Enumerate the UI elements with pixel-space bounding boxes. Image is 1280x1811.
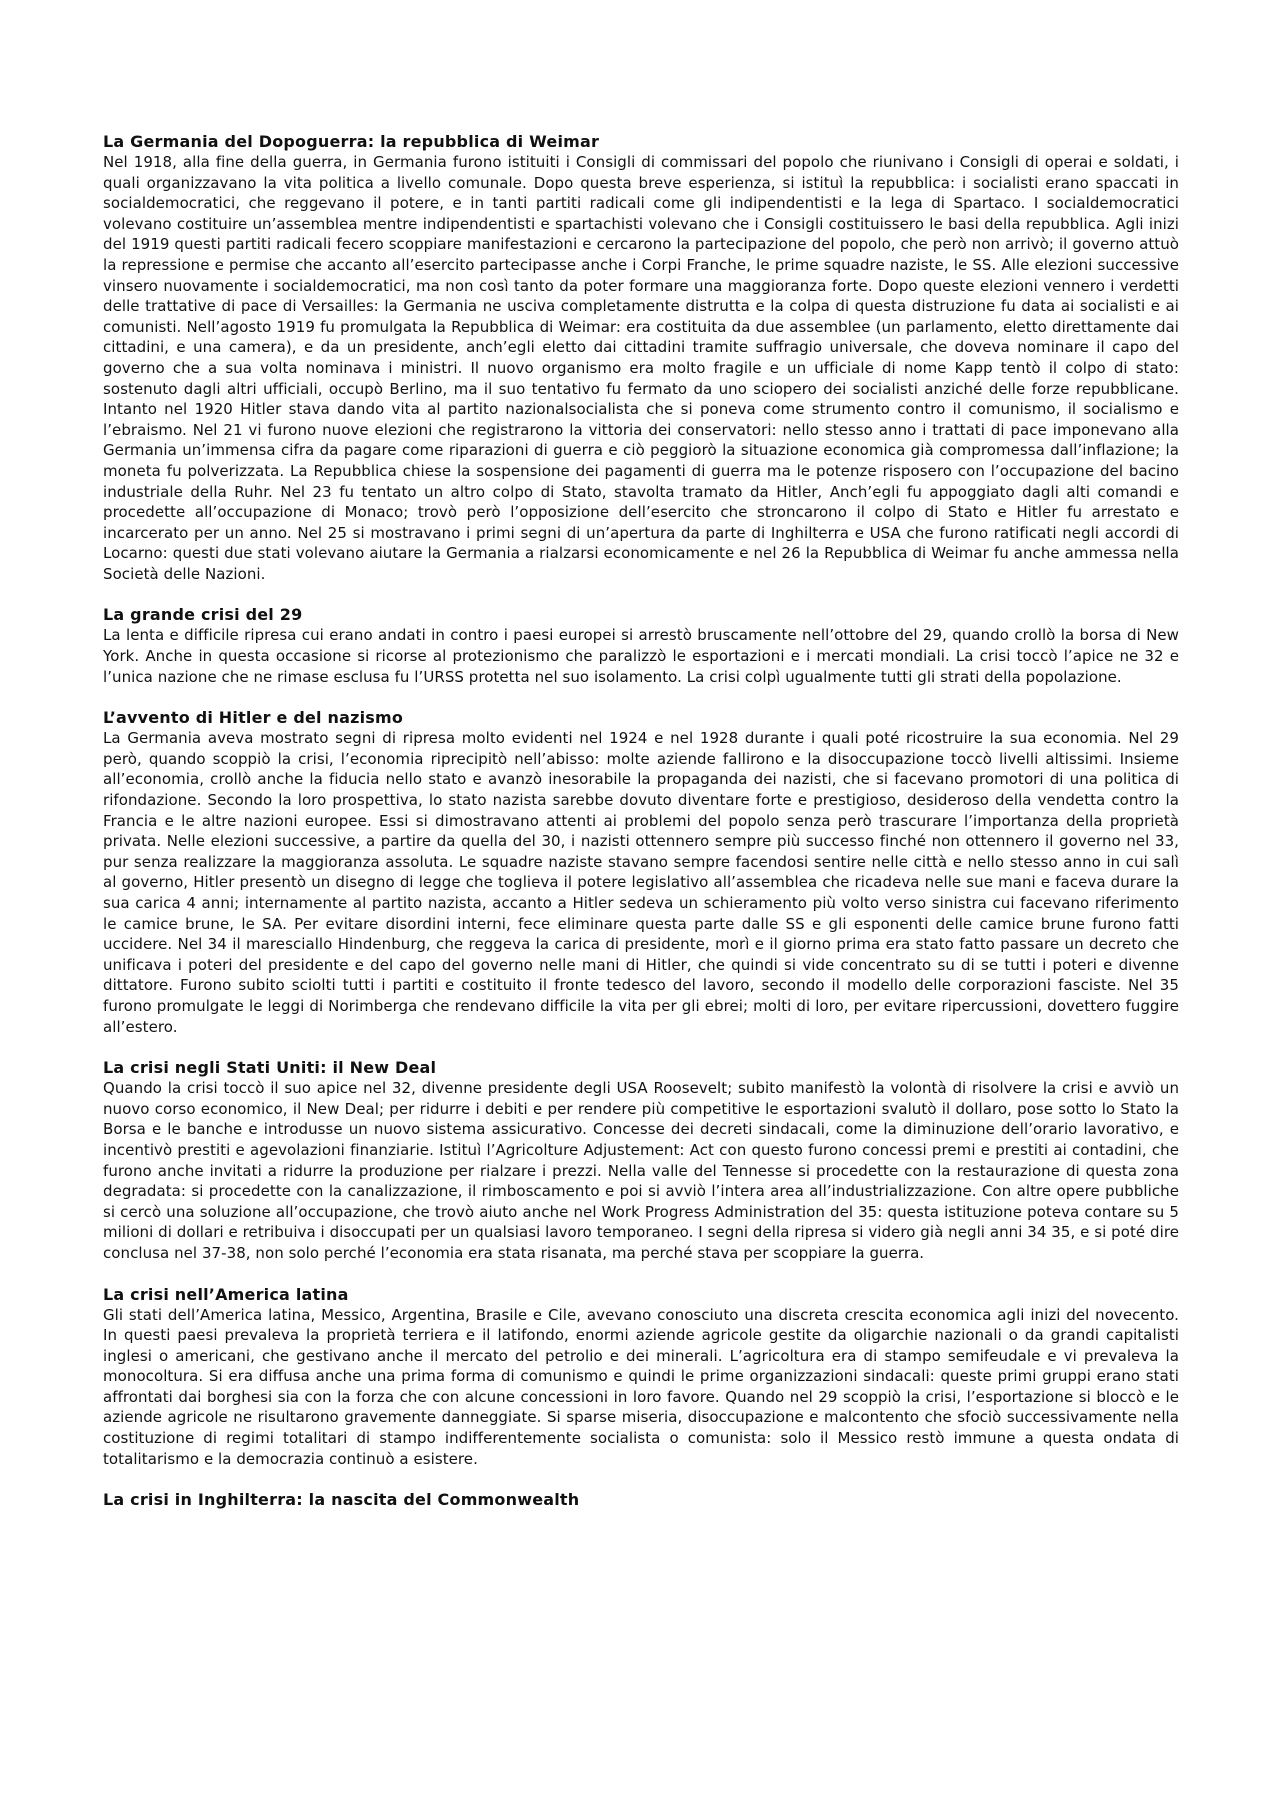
- section-paragraph: Quando la crisi toccò il suo apice nel 32, divenne presidente degli USA Roosevelt; subito manifestò la volontà di risolvere la crisi e avviò un nuovo corso economico, il New Deal; per ridurre i debiti e per rendere più competitive le esportazioni svalutò il dollaro, pose sotto lo Stato la Borsa e le banche e introdusse un nuovo sistema assicurativo. Concesse dei decreti sindacali, come la diminuzione dell’orario lavorativo, e incentivò prestiti e agevolazioni finanziarie. Istituì l’Agricolture Adjustement: Act con questo furono concessi premi e prestiti ai contadini, che furono anche invitati a ridurre la produzione per rialzare i prezzi. Nella valle del Tennesse si procedette con la restaurazione di questa zona degradata: si procedette con la canalizzazione, il rimboscamento e poi si avviò l’intera area all’industrializzazione. Con altre opere pubbliche si cercò una soluzione all’occupazione, che trovò aiuto anche nel Work Progress Administration del 35: questa istituzione poteva contare su 5 milioni di dollari e retribuiva i disoccupati per un qualsiasi lavoro temporaneo. I segni della ripresa si videro già negli anni 34 35, e si poté dire conclusa nel 37-38, non solo perché l’economia era stata risanata, ma perché stava per scoppiare la guerra.: [103, 1079, 1179, 1262]
- section-heading: L’avvento di Hitler e del nazismo: [103, 708, 404, 728]
- section-hitler-nazismo: [103, 708, 1179, 1037]
- section-heading: La crisi in Inghilterra: la nascita del Commonwealth: [103, 1490, 580, 1510]
- section-paragraph: La Germania aveva mostrato segni di ripresa molto evidenti nel 1924 e nel 1928 durante i quali poté ricostruire la sua economia. Nel 29 però, quando scoppiò la crisi, l’economia riprecipitò nell’abisso: molte aziende fallirono e la disoccupazione toccò livelli altissimi. Insieme all’economia, crollò anche la fiducia nello stato e avanzò inesorabile la propaganda dei nazisti, che si facevano promotori di una politica di rifondazione. Secondo la loro prospettiva, lo stato nazista sarebbe dovuto diventare forte e prestigioso, desideroso della vendetta contro la Francia e le altre nazioni europee. Essi si dimostravano attenti ai problemi del popolo senza però trascurare l’importanza della proprietà privata. Nelle elezioni successive, a partire da quella del 30, i nazisti ottennero sempre più successo finché non ottennero il governo nel 33, pur senza realizzare la maggioranza assoluta. Le squadre naziste stavano sempre facendosi sentire nelle città e nello stesso anno in cui salì al governo, Hitler presentò un disegno di legge che toglieva il potere legislativo all’assemblea che ricadeva nelle sue mani e faceva durare la sua carica 4 anni; internamente al partito nazista, accanto a Hitler sedeva un schieramento più volto verso sinistra cui facevano riferimento le camice brune, le SA. Per evitare disordini interni, fece eliminare questa parte dalle SS e gli esponenti delle camice brune furono fatti uccidere. Nel 34 il maresciallo Hindenburg, che reggeva la carica di presidente, morì e il giorno prima era stato fatto passare un decreto che unificava i poteri del presidente e del capo del governo nelle mani di Hitler, che quindi si vide concentrato su di se tutti i poteri e divenne dittatore. Furono subito sciolti tutti i partiti e costituito il fronte tedesco del lavoro, secondo il modello delle corporazioni fasciste. Nel 35 furono promulgate le leggi di Norimberga che rendevano difficile la vita per gli ebrei; molti di loro, per evitare ripercussioni, dovettero fuggire all’estero.: [103, 729, 1179, 1036]
- section-paragraph: La lenta e difficile ripresa cui erano andati in contro i paesi europei si arrestò bruscamente nell’ottobre del 29, quando crollò la borsa di New York. Anche in questa occasione si ricorse al protezionismo che paralizzò le esportazioni e i mercati mondiali. La crisi toccò l’apice ne 32 e l’unica nazione che ne rimase esclusa fu l’URSS protetta nel suo isolamento. La crisi colpì ugualmente tutti gli strati della popolazione.: [103, 626, 1179, 686]
- section-paragraph: Nel 1918, alla fine della guerra, in Germania furono istituiti i Consigli di commissari del popolo che riunivano i Consigli di operai e soldati, i quali organizzavano la vita politica a livello comunale. Dopo questa breve esperienza, si istituì la repubblica: i socialisti erano spaccati in socialdemocratici, che reggevano il potere, e in tanti partiti radicali come gli indipendentisti e la lega di Spartaco. I socialdemocratici volevano costituire un’assemblea mentre indipendentisti e spartachisti volevano che i Consigli costituissero le basi della repubblica. Agli inizi del 1919 questi partiti radicali fecero scoppiare manifestazioni e cercarono la partecipazione del popolo, che però non arrivò; il governo attuò la repressione e permise che accanto all’esercito partecipasse anche i Corpi Franche, le prime squadre naziste, le SS. Alle elezioni successive vinsero nuovamente i socialdemocratici, ma non così tanto da poter formare una maggioranza forte. Dopo queste elezioni vennero i verdetti delle trattative di pace di Versailles: la Germania ne usciva completamente distrutta e la colpa di questa distruzione fu data ai socialisti e ai comunisti. Nell’agosto 1919 fu promulgata la Repubblica di Weimar: era costituita da due assemblee (un parlamento, eletto direttamente dai cittadini, e una camera), e da un presidente, anch’egli eletto dai cittadini tramite suffragio universale, che doveva nominare il capo del governo che a sua volta nominava i ministri. Il nuovo organismo era molto fragile e un ufficiale di nome Kapp tentò il colpo di stato: sostenuto dagli altri ufficiali, occupò Berlino, ma il suo tentativo fu fermato da uno sciopero dei socialisti anziché delle forze repubblicane. Intanto nel 1920 Hitler stava dando vita al partito nazionalsocialista che si poneva come strumento contro il comunismo, il socialismo e l’ebraismo. Nel 21 vi furono nuove elezioni che registrarono la vittoria dei conservatori: nello stesso anno i trattati di pace imponevano alla Germania un’immensa cifra da pagare come riparazioni di guerra e ciò peggiorò la situazione economica già compromessa dall’inflazione; la moneta fu polverizzata. La Repubblica chiese la sospensione dei pagamenti di guerra ma le potenze risposero con l’occupazione del bacino industriale della Ruhr. Nel 23 fu tentato un altro colpo di Stato, stavolta tramato da Hitler, Anch’egli fu appoggiato dagli alti comandi e procedette all’occupazione di Monaco; trovò però l’opposizione dell’esercito che stroncarono il colpo di Stato e Hitler fu arrestato e incarcerato per un anno. Nel 25 si mostravano i primi segni di un’apertura da parte di Inghilterra e USA che furono ratificati negli accordi di Locarno: questi due stati volevano aiutare la Germania a rialzarsi economicamente e nel 26 la Repubblica di Weimar fu anche ammessa nella Società delle Nazioni.: [103, 153, 1179, 583]
- section-heading: La crisi nell’America latina: [103, 1284, 349, 1304]
- document-page: [103, 132, 1179, 1531]
- section-heading: La grande crisi del 29: [103, 605, 303, 625]
- section-commonwealth: [103, 1490, 1179, 1510]
- section-weimar: [103, 132, 1179, 584]
- section-paragraph: Gli stati dell’America latina, Messico, Argentina, Brasile e Cile, avevano conosciuto una discreta crescita economica agli inizi del novecento. In questi paesi prevaleva la proprietà terriera e il latifondo, enormi aziende agricole gestite da oligarchie nazionali o da grandi capitalisti inglesi o americani, che gestivano anche il mercato del petrolio e dei minerali. L’agricoltura era di stampo semifeudale e vi prevaleva la monocoltura. Si era diffusa anche una prima forma di comunismo e quindi le prime organizzazioni sindacali: queste primi gruppi erano stati affrontati dai borghesi sia con la forza che con alcune concessioni in loro favore. Quando nel 29 scoppiò la crisi, l’esportazione si bloccò e le aziende agricole ne risultarono gravemente danneggiate. Si sparse miseria, disoccupazione e malcontento che sfociò successivamente nella costituzione di regimi totalitari di stampo indifferentemente socialista o comunista: solo il Messico restò immune a questa ondata di totalitarismo e la democrazia continuò a esistere.: [103, 1305, 1179, 1468]
- section-new-deal: [103, 1058, 1179, 1263]
- section-heading: La crisi negli Stati Uniti: il New Deal: [103, 1058, 437, 1078]
- section-crisi-29: [103, 605, 1179, 687]
- section-america-latina: [103, 1285, 1179, 1470]
- section-heading: La Germania del Dopoguerra: la repubblica di Weimar: [103, 132, 600, 151]
